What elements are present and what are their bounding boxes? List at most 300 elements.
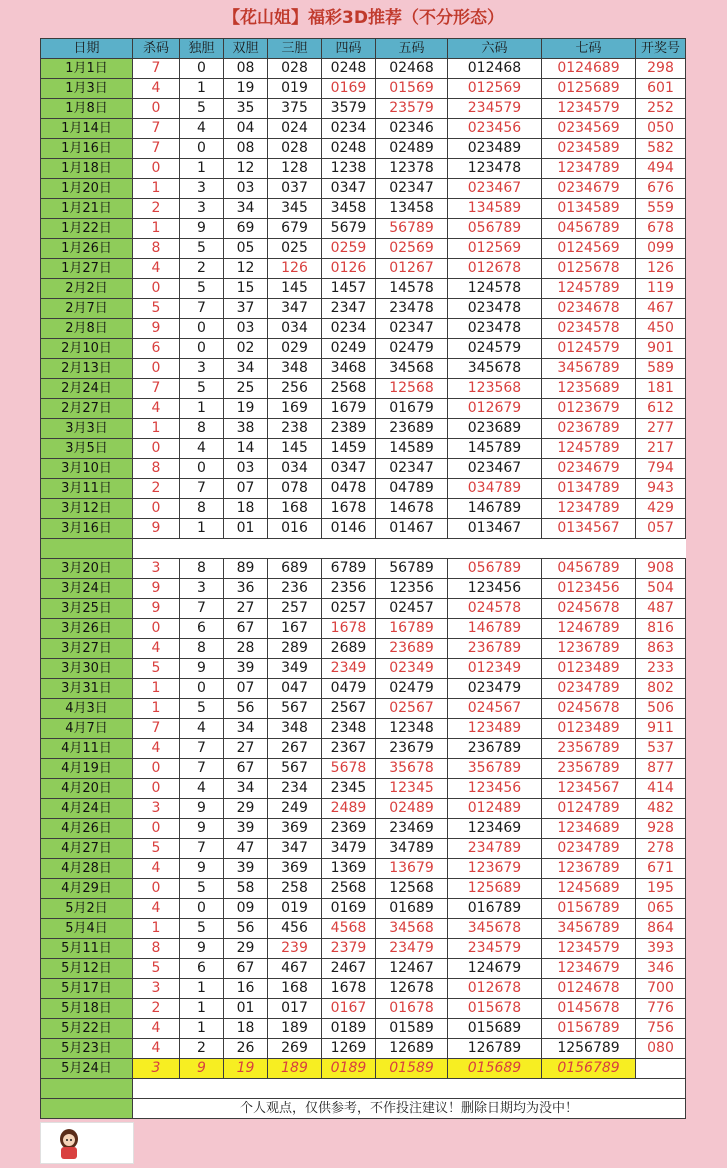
value-cell: 02479 <box>376 339 448 359</box>
table-row <box>41 679 686 699</box>
date-cell: 3月31日 <box>41 679 133 699</box>
value-cell: 0189 <box>322 1019 376 1039</box>
value-cell: 58 <box>224 879 268 899</box>
value-cell: 0 <box>180 899 224 919</box>
value-cell: 9 <box>180 659 224 679</box>
value-cell: 47 <box>224 839 268 859</box>
pending-draw-cell <box>636 1059 686 1079</box>
value-cell: 911 <box>636 719 686 739</box>
value-cell: 456 <box>268 919 322 939</box>
value-cell: 0259 <box>322 239 376 259</box>
value-cell: 559 <box>636 199 686 219</box>
header-cell: 六码 <box>448 39 542 59</box>
value-cell: 2568 <box>322 379 376 399</box>
value-cell: 2 <box>133 199 180 219</box>
value-cell: 0245678 <box>542 599 636 619</box>
table-row <box>41 939 686 959</box>
value-cell: 4 <box>180 779 224 799</box>
value-cell: 056789 <box>448 559 542 579</box>
value-cell: 36 <box>224 579 268 599</box>
value-cell: 12678 <box>376 979 448 999</box>
value-cell: 5678 <box>322 759 376 779</box>
header-cell: 独胆 <box>180 39 224 59</box>
date-cell: 1月14日 <box>41 119 133 139</box>
value-cell: 0123679 <box>542 399 636 419</box>
value-cell: 601 <box>636 79 686 99</box>
value-cell: 145789 <box>448 439 542 459</box>
value-cell: 3 <box>180 579 224 599</box>
value-cell: 024567 <box>448 699 542 719</box>
value-cell: 3 <box>133 799 180 819</box>
value-cell: 1234567 <box>542 779 636 799</box>
value-cell: 356789 <box>448 759 542 779</box>
value-cell: 124679 <box>448 959 542 979</box>
value-cell: 19 <box>224 399 268 419</box>
value-cell: 012569 <box>448 79 542 99</box>
value-cell: 928 <box>636 819 686 839</box>
value-cell: 03 <box>224 319 268 339</box>
value-cell: 0124689 <box>542 59 636 79</box>
date-cell: 3月3日 <box>41 419 133 439</box>
value-cell: 34789 <box>376 839 448 859</box>
value-cell: 256 <box>268 379 322 399</box>
table-row <box>41 1039 686 1059</box>
table-row <box>41 279 686 299</box>
header-row <box>41 39 686 59</box>
value-cell: 01689 <box>376 899 448 919</box>
value-cell: 0 <box>133 779 180 799</box>
predicted-value-cell: 0189 <box>322 1059 376 1079</box>
value-cell: 23679 <box>376 739 448 759</box>
value-cell: 9 <box>133 579 180 599</box>
value-cell: 1457 <box>322 279 376 299</box>
value-cell: 7 <box>180 739 224 759</box>
value-cell: 02489 <box>376 139 448 159</box>
value-cell: 0347 <box>322 459 376 479</box>
value-cell: 23479 <box>376 939 448 959</box>
value-cell: 07 <box>224 679 268 699</box>
value-cell: 1369 <box>322 859 376 879</box>
date-cell: 5月2日 <box>41 899 133 919</box>
value-cell: 0 <box>133 499 180 519</box>
value-cell: 01 <box>224 519 268 539</box>
value-cell: 12378 <box>376 159 448 179</box>
value-cell: 1245689 <box>542 879 636 899</box>
value-cell: 023689 <box>448 419 542 439</box>
date-cell: 5月12日 <box>41 959 133 979</box>
value-cell: 467 <box>268 959 322 979</box>
value-cell: 589 <box>636 359 686 379</box>
value-cell: 217 <box>636 439 686 459</box>
date-cell: 5月17日 <box>41 979 133 999</box>
value-cell: 0 <box>133 819 180 839</box>
value-cell: 0 <box>133 879 180 899</box>
value-cell: 4 <box>133 739 180 759</box>
value-cell: 269 <box>268 1039 322 1059</box>
value-cell: 1234679 <box>542 959 636 979</box>
value-cell: 504 <box>636 579 686 599</box>
value-cell: 146789 <box>448 499 542 519</box>
table-row <box>41 419 686 439</box>
value-cell: 4 <box>133 899 180 919</box>
value-cell: 348 <box>268 359 322 379</box>
value-cell: 8 <box>133 459 180 479</box>
value-cell: 123478 <box>448 159 542 179</box>
value-cell: 4 <box>133 1039 180 1059</box>
value-cell: 467 <box>636 299 686 319</box>
value-cell: 345 <box>268 199 322 219</box>
value-cell: 09 <box>224 899 268 919</box>
table-row <box>41 199 686 219</box>
value-cell: 023467 <box>448 459 542 479</box>
table-row <box>41 359 686 379</box>
value-cell: 908 <box>636 559 686 579</box>
value-cell: 7 <box>133 119 180 139</box>
value-cell: 119 <box>636 279 686 299</box>
value-cell: 4 <box>133 639 180 659</box>
value-cell: 02457 <box>376 599 448 619</box>
value-cell: 1256789 <box>542 1039 636 1059</box>
value-cell: 5 <box>133 659 180 679</box>
value-cell: 1 <box>180 79 224 99</box>
date-cell: 5月11日 <box>41 939 133 959</box>
value-cell: 0126 <box>322 259 376 279</box>
table-row <box>41 559 686 579</box>
date-cell: 3月24日 <box>41 579 133 599</box>
date-cell: 1月8日 <box>41 99 133 119</box>
date-cell: 3月30日 <box>41 659 133 679</box>
date-cell: 4月27日 <box>41 839 133 859</box>
value-cell: 2348 <box>322 719 376 739</box>
value-cell: 080 <box>636 1039 686 1059</box>
value-cell: 26 <box>224 1039 268 1059</box>
value-cell: 0 <box>133 359 180 379</box>
value-cell: 0 <box>180 339 224 359</box>
value-cell: 877 <box>636 759 686 779</box>
value-cell: 0124569 <box>542 239 636 259</box>
value-cell: 145 <box>268 439 322 459</box>
value-cell: 1 <box>133 699 180 719</box>
value-cell: 506 <box>636 699 686 719</box>
value-cell: 0169 <box>322 79 376 99</box>
value-cell: 18 <box>224 1019 268 1039</box>
value-cell: 02569 <box>376 239 448 259</box>
value-cell: 5 <box>180 99 224 119</box>
value-cell: 236 <box>268 579 322 599</box>
value-cell: 16 <box>224 979 268 999</box>
value-cell: 7 <box>133 379 180 399</box>
table-row <box>41 579 686 599</box>
value-cell: 1 <box>180 979 224 999</box>
date-cell: 3月26日 <box>41 619 133 639</box>
value-cell: 7 <box>133 59 180 79</box>
value-cell: 2567 <box>322 699 376 719</box>
value-cell: 1 <box>180 399 224 419</box>
date-cell: 1月1日 <box>41 59 133 79</box>
value-cell: 429 <box>636 499 686 519</box>
value-cell: 0456789 <box>542 219 636 239</box>
value-cell: 56 <box>224 699 268 719</box>
table-row <box>41 299 686 319</box>
value-cell: 7 <box>133 719 180 739</box>
value-cell: 34 <box>224 199 268 219</box>
value-cell: 023456 <box>448 119 542 139</box>
value-cell: 012349 <box>448 659 542 679</box>
value-cell: 023478 <box>448 319 542 339</box>
table-row <box>41 619 686 639</box>
value-cell: 181 <box>636 379 686 399</box>
date-cell: 4月7日 <box>41 719 133 739</box>
date-cell: 4月26日 <box>41 819 133 839</box>
value-cell: 1246789 <box>542 619 636 639</box>
value-cell: 1 <box>180 1019 224 1039</box>
date-cell: 3月25日 <box>41 599 133 619</box>
value-cell: 017 <box>268 999 322 1019</box>
value-cell: 013467 <box>448 519 542 539</box>
table-row <box>41 919 686 939</box>
value-cell: 123456 <box>448 579 542 599</box>
value-cell: 099 <box>636 239 686 259</box>
value-cell: 0234589 <box>542 139 636 159</box>
value-cell: 8 <box>180 639 224 659</box>
date-cell: 5月18日 <box>41 999 133 1019</box>
value-cell: 7 <box>180 599 224 619</box>
table-row <box>41 759 686 779</box>
value-cell: 12 <box>224 159 268 179</box>
value-cell: 347 <box>268 839 322 859</box>
value-cell: 016789 <box>448 899 542 919</box>
value-cell: 89 <box>224 559 268 579</box>
date-cell: 5月22日 <box>41 1019 133 1039</box>
value-cell: 168 <box>268 499 322 519</box>
value-cell: 35 <box>224 99 268 119</box>
value-cell: 9 <box>133 599 180 619</box>
value-cell: 375 <box>268 99 322 119</box>
value-cell: 167 <box>268 619 322 639</box>
value-cell: 012569 <box>448 239 542 259</box>
value-cell: 27 <box>224 599 268 619</box>
header-cell: 四码 <box>322 39 376 59</box>
value-cell: 0 <box>133 99 180 119</box>
value-cell: 816 <box>636 619 686 639</box>
note-date-cell <box>41 1099 133 1119</box>
value-cell: 9 <box>133 519 180 539</box>
value-cell: 8 <box>133 239 180 259</box>
value-cell: 5 <box>180 279 224 299</box>
value-cell: 0234679 <box>542 179 636 199</box>
page-title: 【花山姐】福彩3D推荐（不分形态） <box>223 8 504 28</box>
value-cell: 019 <box>268 899 322 919</box>
value-cell: 3468 <box>322 359 376 379</box>
value-cell: 0234578 <box>542 319 636 339</box>
value-cell: 34 <box>224 719 268 739</box>
value-cell: 0249 <box>322 339 376 359</box>
value-cell: 065 <box>636 899 686 919</box>
latest-recommendation-row <box>41 1059 686 1079</box>
table-row <box>41 659 686 679</box>
value-cell: 1 <box>133 919 180 939</box>
value-cell: 078 <box>268 479 322 499</box>
value-cell: 08 <box>224 59 268 79</box>
value-cell: 27 <box>224 739 268 759</box>
value-cell: 1236789 <box>542 859 636 879</box>
value-cell: 9 <box>180 859 224 879</box>
value-cell: 249 <box>268 799 322 819</box>
value-cell: 15 <box>224 279 268 299</box>
value-cell: 0347 <box>322 179 376 199</box>
value-cell: 0234 <box>322 119 376 139</box>
value-cell: 123679 <box>448 859 542 879</box>
value-cell: 3 <box>133 559 180 579</box>
date-cell: 2月13日 <box>41 359 133 379</box>
value-cell: 0123489 <box>542 659 636 679</box>
header-cell: 五码 <box>376 39 448 59</box>
date-cell: 3月20日 <box>41 559 133 579</box>
value-cell: 034 <box>268 459 322 479</box>
value-cell: 6789 <box>322 559 376 579</box>
spacer-blank-cell <box>133 539 686 559</box>
table-row <box>41 599 686 619</box>
empty-row <box>41 1079 686 1099</box>
value-cell: 1 <box>180 519 224 539</box>
note-row <box>41 1099 686 1119</box>
table-row <box>41 779 686 799</box>
value-cell: 7 <box>180 479 224 499</box>
value-cell: 9 <box>180 819 224 839</box>
value-cell: 01678 <box>376 999 448 1019</box>
value-cell: 3 <box>180 179 224 199</box>
logo-avatar <box>40 1122 134 1164</box>
value-cell: 04 <box>224 119 268 139</box>
value-cell: 8 <box>180 419 224 439</box>
value-cell: 5679 <box>322 219 376 239</box>
table-row <box>41 859 686 879</box>
value-cell: 863 <box>636 639 686 659</box>
date-cell: 5月4日 <box>41 919 133 939</box>
header-cell: 三胆 <box>268 39 322 59</box>
date-cell: 4月29日 <box>41 879 133 899</box>
value-cell: 0134789 <box>542 479 636 499</box>
empty-cell <box>133 1079 686 1099</box>
value-cell: 56789 <box>376 559 448 579</box>
value-cell: 8 <box>133 939 180 959</box>
value-cell: 5 <box>133 959 180 979</box>
value-cell: 9 <box>180 799 224 819</box>
table-row <box>41 959 686 979</box>
value-cell: 298 <box>636 59 686 79</box>
table-row <box>41 379 686 399</box>
value-cell: 1679 <box>322 399 376 419</box>
value-cell: 369 <box>268 819 322 839</box>
date-cell: 1月27日 <box>41 259 133 279</box>
disclaimer-note: 个人观点，仅供参考，不作投注建议！删除日期均为没中！ <box>133 1099 686 1119</box>
value-cell: 189 <box>268 1019 322 1039</box>
value-cell: 0 <box>180 59 224 79</box>
value-cell: 23478 <box>376 299 448 319</box>
value-cell: 012489 <box>448 799 542 819</box>
date-cell: 1月18日 <box>41 159 133 179</box>
value-cell: 349 <box>268 659 322 679</box>
value-cell: 146789 <box>448 619 542 639</box>
value-cell: 0257 <box>322 599 376 619</box>
value-cell: 8 <box>180 499 224 519</box>
value-cell: 12 <box>224 259 268 279</box>
value-cell: 1234689 <box>542 819 636 839</box>
date-cell: 4月24日 <box>41 799 133 819</box>
value-cell: 126789 <box>448 1039 542 1059</box>
value-cell: 19 <box>224 79 268 99</box>
value-cell: 9 <box>133 319 180 339</box>
value-cell: 1678 <box>322 499 376 519</box>
value-cell: 0123489 <box>542 719 636 739</box>
predicted-value-cell: 189 <box>268 1059 322 1079</box>
value-cell: 01589 <box>376 1019 448 1039</box>
value-cell: 195 <box>636 879 686 899</box>
value-cell: 39 <box>224 659 268 679</box>
table-row <box>41 459 686 479</box>
value-cell: 023489 <box>448 139 542 159</box>
value-cell: 3456789 <box>542 919 636 939</box>
value-cell: 2467 <box>322 959 376 979</box>
value-cell: 689 <box>268 559 322 579</box>
date-cell: 2月24日 <box>41 379 133 399</box>
table-row <box>41 899 686 919</box>
value-cell: 01569 <box>376 79 448 99</box>
value-cell: 0124789 <box>542 799 636 819</box>
value-cell: 678 <box>636 219 686 239</box>
value-cell: 016 <box>268 519 322 539</box>
value-cell: 02567 <box>376 699 448 719</box>
predicted-value-cell: 015689 <box>448 1059 542 1079</box>
value-cell: 0 <box>133 759 180 779</box>
value-cell: 128 <box>268 159 322 179</box>
value-cell: 5 <box>133 299 180 319</box>
value-cell: 037 <box>268 179 322 199</box>
value-cell: 16789 <box>376 619 448 639</box>
value-cell: 18 <box>224 499 268 519</box>
recommendation-table <box>40 38 686 1119</box>
value-cell: 2349 <box>322 659 376 679</box>
value-cell: 03 <box>224 179 268 199</box>
date-cell: 3月27日 <box>41 639 133 659</box>
value-cell: 494 <box>636 159 686 179</box>
value-cell: 756 <box>636 1019 686 1039</box>
value-cell: 2489 <box>322 799 376 819</box>
value-cell: 23689 <box>376 419 448 439</box>
date-cell: 2月8日 <box>41 319 133 339</box>
value-cell: 346 <box>636 959 686 979</box>
value-cell: 13458 <box>376 199 448 219</box>
value-cell: 047 <box>268 679 322 699</box>
value-cell: 03 <box>224 459 268 479</box>
value-cell: 9 <box>180 939 224 959</box>
date-cell: 4月20日 <box>41 779 133 799</box>
date-cell: 3月12日 <box>41 499 133 519</box>
value-cell: 6 <box>180 619 224 639</box>
date-cell: 1月20日 <box>41 179 133 199</box>
spacer-row <box>41 539 686 559</box>
value-cell: 34568 <box>376 359 448 379</box>
value-cell: 5 <box>180 239 224 259</box>
value-cell: 0234789 <box>542 679 636 699</box>
table-row <box>41 839 686 859</box>
value-cell: 1234579 <box>542 99 636 119</box>
value-cell: 01 <box>224 999 268 1019</box>
date-cell: 3月10日 <box>41 459 133 479</box>
value-cell: 4 <box>180 119 224 139</box>
table-row <box>41 639 686 659</box>
value-cell: 1234579 <box>542 939 636 959</box>
